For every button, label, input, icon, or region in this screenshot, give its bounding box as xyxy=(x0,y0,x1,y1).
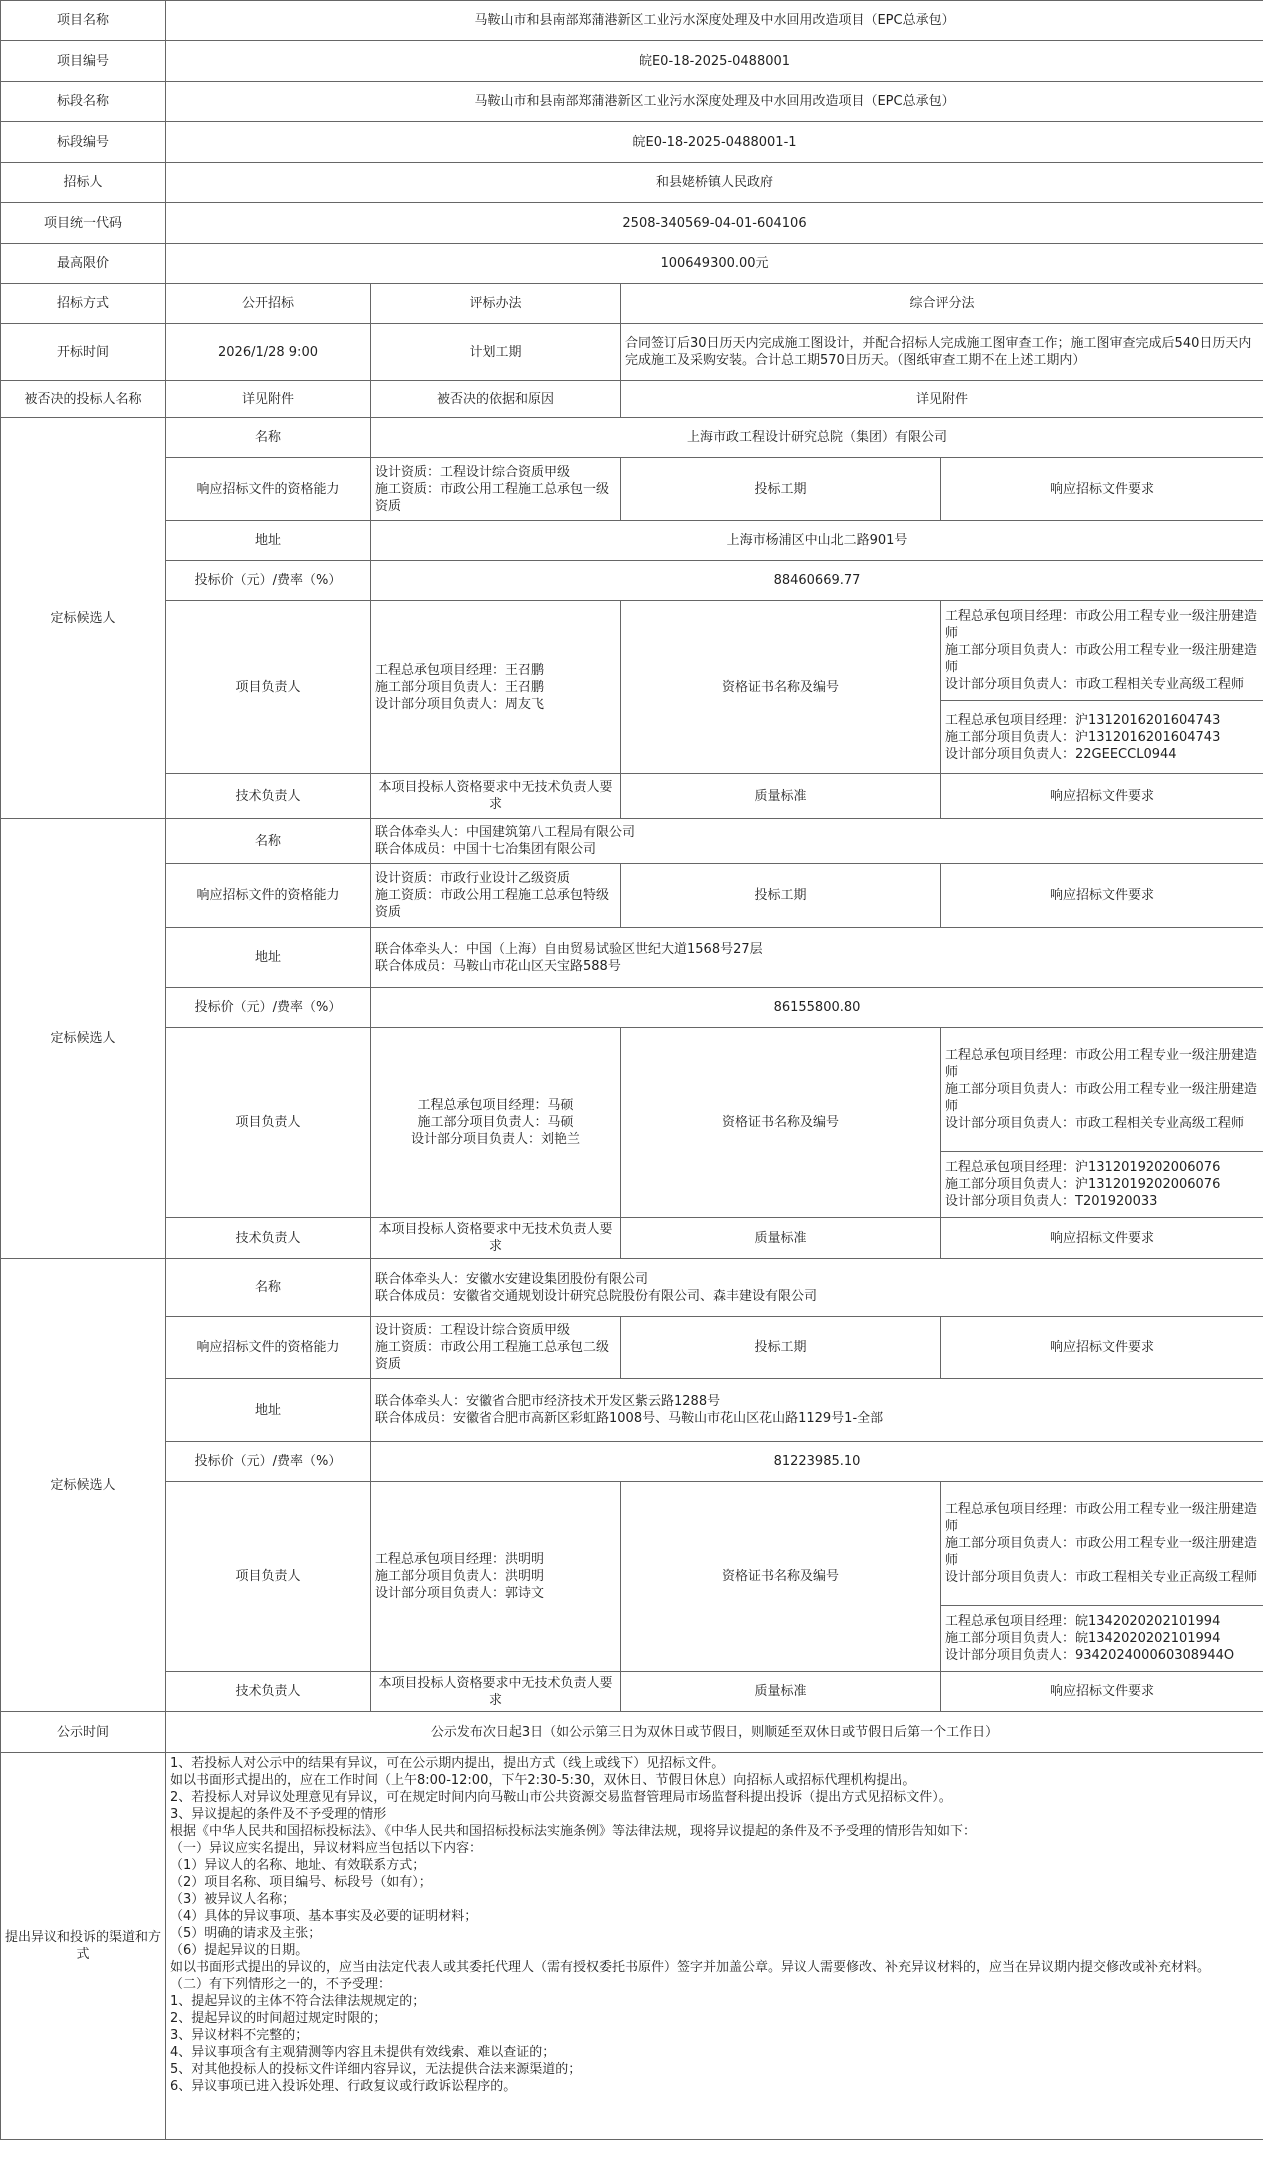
eval-label: 评标办法 xyxy=(371,284,621,324)
candidate-1-address: 上海市杨浦区中山北二路901号 xyxy=(371,521,1263,561)
cert-label: 资格证书名称及编号 xyxy=(621,601,941,774)
candidate-3-name: 联合体牵头人：安徽水安建设集团股份有限公司 联合体成员：安徽省交通规划设计研究总院股份有限公司、森丰建设有限公司 xyxy=(371,1259,1263,1317)
candidate-3-tech: 本项目投标人资格要求中无技术负责人要求 xyxy=(371,1672,621,1712)
tech-label: 技术负责人 xyxy=(166,774,371,819)
candidate-2-managers: 工程总承包项目经理：马硕 施工部分项目负责人：马硕 设计部分项目负责人：刘艳兰 xyxy=(371,1028,621,1218)
section-name-label: 标段名称 xyxy=(1,82,166,122)
address-label: 地址 xyxy=(166,521,371,561)
rejected: 详见附件 xyxy=(166,381,371,418)
candidate-3-price-row xyxy=(1,1442,1263,1482)
tech-label: 技术负责人 xyxy=(166,1672,371,1712)
candidate-1-name-row xyxy=(1,418,1263,458)
row-rejected xyxy=(1,381,1263,418)
candidate-1-qualification-row xyxy=(1,458,1263,521)
section-name: 马鞍山市和县南部郑蒲港新区工业污水深度处理及中水回用改造项目（EPC总承包） xyxy=(166,82,1263,122)
candidate-2-cert-numbers: 工程总承包项目经理：沪1312019202006076 施工部分项目负责人：沪1312019202006076 设计部分项目负责人：T201920033 xyxy=(941,1152,1263,1218)
cert-label: 资格证书名称及编号 xyxy=(621,1028,941,1218)
tech-label: 技术负责人 xyxy=(166,1218,371,1259)
bid-period-label: 投标工期 xyxy=(621,458,941,521)
candidate-2-label: 定标候选人 xyxy=(1,819,166,1259)
unified-code: 2508-340569-04-01-604106 xyxy=(166,203,1263,244)
candidate-3-address: 联合体牵头人：安徽省合肥市经济技术开发区紫云路1288号 联合体成员：安徽省合肥市高新区彩虹路1008号、马鞍山市花山区花山路1129号1-全部 xyxy=(371,1379,1263,1442)
section-code: 皖E0-18-2025-0488001-1 xyxy=(166,122,1263,163)
row-section-code xyxy=(1,122,1263,163)
quality-label: 质量标准 xyxy=(621,774,941,819)
row-notice-time xyxy=(1,1712,1263,1753)
row-project-code xyxy=(1,41,1263,82)
quality-response: 响应招标文件要求 xyxy=(941,774,1263,819)
quality-label: 质量标准 xyxy=(621,1672,941,1712)
candidate-3-label: 定标候选人 xyxy=(1,1259,166,1712)
candidate-2-name: 联合体牵头人：中国建筑第八工程局有限公司 联合体成员：中国十七冶集团有限公司 xyxy=(371,819,1263,864)
tenderer: 和县姥桥镇人民政府 xyxy=(166,163,1263,203)
row-method xyxy=(1,284,1263,324)
max-price: 100649300.00元 xyxy=(166,244,1263,284)
candidate-2-cert-names: 工程总承包项目经理：市政公用工程专业一级注册建造师 施工部分项目负责人：市政公用工程专业一级注册建造师 设计部分项目负责人：市政工程相关专业高级工程师 xyxy=(941,1028,1263,1152)
period: 合同签订后30日历天内完成施工图设计，并配合招标人完成施工图审查工作；施工图审查完成后540日历天内完成施工及采购安装。合计总工期570日历天。（图纸审查工期不在上述工期内） xyxy=(621,324,1263,381)
candidate-1-cert-numbers: 工程总承包项目经理：沪1312016201604743 施工部分项目负责人：沪1312016201604743 设计部分项目负责人：22GEECCL0944 xyxy=(941,701,1263,774)
bid-price-label: 投标价（元）/费率（%） xyxy=(166,561,371,601)
row-unified-code xyxy=(1,203,1263,244)
candidate-3-qualification-row xyxy=(1,1317,1263,1379)
channel-text: 1、若投标人对公示中的结果有异议，可在公示期内提出，提出方式（线上或线下）见招标文件。 如以书面形式提出的，应在工作时间（上午8:00-12:00，下午2:30-5:30，双休日、节假日休息）向招标人或招标代理机构提出。 2、若投标人对异议处理意见有异议，可在规定时间内向马鞍山市公共资源交易监督管理局市场监督科提出投诉（提出方式见招标文件）。 3、异议提起的条件及不予受理的情形 根据《中华人民共和国招标投标法》、《中华人民共和国招标投标法实施条例》等法律法规，现将异议提起的条件及不予受理的情形告知如下： （一）异议应实名提出，异议材料应当包括以下内容： （1）异议人的名称、地址、有效联系方式； （2）项目名称、项目编号、标段号（如有）； （3）被异议人名称； （4）具体的异议事项、基本事实及必要的证明材料； （5）明确的请求及主张； （6）提起异议的日期。 如以书面形式提出的异议的，应当由法定代表人或其委托代理人（需有授权委托书原件）签字并加盖公章。异议人需要修改、补充异议材料的，应当在异议期内提交修改或补充材料。 （二）有下列情形之一的，不予受理： 1、提起异议的主体不符合法律法规规定的； 2、提起异议的时间超过规定时限的； 3、异议材料不完整的； 4、异议事项含有主观猜测等内容且未提供有效线索、难以查证的； 5、对其他投标人的投标文件详细内容异议，无法提供合法来源渠道的； 6、异议事项已进入投诉处理、行政复议或行政诉讼程序的。 xyxy=(166,1753,1263,2140)
quality-label: 质量标准 xyxy=(621,1218,941,1259)
candidate-2-price-row xyxy=(1,988,1263,1028)
candidate-2-name-row xyxy=(1,819,1263,864)
eval: 综合评分法 xyxy=(621,284,1263,324)
candidate-1-address-row xyxy=(1,521,1263,561)
response: 响应招标文件要求 xyxy=(941,864,1263,928)
candidate-1-qualification: 设计资质：工程设计综合资质甲级 施工资质：市政公用工程施工总承包一级资质 xyxy=(371,458,621,521)
qualification-label: 响应招标文件的资格能力 xyxy=(166,458,371,521)
bid-period-label: 投标工期 xyxy=(621,864,941,928)
manager-label: 项目负责人 xyxy=(166,1482,371,1672)
row-section-name xyxy=(1,82,1263,122)
max-price-label: 最高限价 xyxy=(1,244,166,284)
candidate-1-tech: 本项目投标人资格要求中无技术负责人要求 xyxy=(371,774,621,819)
candidate-2-address: 联合体牵头人：中国（上海）自由贸易试验区世纪大道1568号27层 联合体成员：马鞍山市花山区天宝路588号 xyxy=(371,928,1263,988)
candidate-1-manager-row xyxy=(1,601,1263,701)
candidate-3-cert-names: 工程总承包项目经理：市政公用工程专业一级注册建造师 施工部分项目负责人：市政公用工程专业一级注册建造师 设计部分项目负责人：市政工程相关专业正高级工程师 xyxy=(941,1482,1263,1606)
candidate-3-manager-row xyxy=(1,1482,1263,1606)
method-label: 招标方式 xyxy=(1,284,166,324)
bid-price-label: 投标价（元）/费率（%） xyxy=(166,988,371,1028)
method: 公开招标 xyxy=(166,284,371,324)
candidate-2-qualification-row xyxy=(1,864,1263,928)
response: 响应招标文件要求 xyxy=(941,1317,1263,1379)
name-label: 名称 xyxy=(166,819,371,864)
candidate-1-price-row xyxy=(1,561,1263,601)
candidate-2-tech-row xyxy=(1,1218,1263,1259)
candidate-1-price: 88460669.77 xyxy=(371,561,1263,601)
candidate-1-cert-names: 工程总承包项目经理：市政公用工程专业一级注册建造师 施工部分项目负责人：市政公用工程专业一级注册建造师 设计部分项目负责人：市政工程相关专业高级工程师 xyxy=(941,601,1263,701)
manager-label: 项目负责人 xyxy=(166,1028,371,1218)
candidate-3-qualification: 设计资质：工程设计综合资质甲级 施工资质：市政公用工程施工总承包二级资质 xyxy=(371,1317,621,1379)
channel-label: 提出异议和投诉的渠道和方式 xyxy=(1,1753,166,2140)
candidate-3-address-row xyxy=(1,1379,1263,1442)
qualification-label: 响应招标文件的资格能力 xyxy=(166,864,371,928)
project-name-label: 项目名称 xyxy=(1,1,166,41)
cert-label: 资格证书名称及编号 xyxy=(621,1482,941,1672)
candidate-1-managers: 工程总承包项目经理：王召鹏 施工部分项目负责人：王召鹏 设计部分项目负责人：周友飞 xyxy=(371,601,621,774)
address-label: 地址 xyxy=(166,1379,371,1442)
row-channel xyxy=(1,1753,1263,2140)
candidate-2-qualification: 设计资质：市政行业设计乙级资质 施工资质：市政公用工程施工总承包特级资质 xyxy=(371,864,621,928)
candidate-1-label: 定标候选人 xyxy=(1,418,166,819)
bid-period-label: 投标工期 xyxy=(621,1317,941,1379)
candidate-3-tech-row xyxy=(1,1672,1263,1712)
reject-reason: 详见附件 xyxy=(621,381,1263,418)
row-max-price xyxy=(1,244,1263,284)
candidate-3-managers: 工程总承包项目经理：洪明明 施工部分项目负责人：洪明明 设计部分项目负责人：郭诗文 xyxy=(371,1482,621,1672)
name-label: 名称 xyxy=(166,418,371,458)
response: 响应招标文件要求 xyxy=(941,458,1263,521)
unified-code-label: 项目统一代码 xyxy=(1,203,166,244)
candidate-1-name: 上海市政工程设计研究总院（集团）有限公司 xyxy=(371,418,1263,458)
rejected-label: 被否决的投标人名称 xyxy=(1,381,166,418)
row-project-name xyxy=(1,1,1263,41)
candidate-2-manager-row xyxy=(1,1028,1263,1152)
quality-response: 响应招标文件要求 xyxy=(941,1218,1263,1259)
row-tenderer xyxy=(1,163,1263,203)
candidate-2-price: 86155800.80 xyxy=(371,988,1263,1028)
open-time: 2026/1/28 9:00 xyxy=(166,324,371,381)
candidate-3-price: 81223985.10 xyxy=(371,1442,1263,1482)
reject-reason-label: 被否决的依据和原因 xyxy=(371,381,621,418)
name-label: 名称 xyxy=(166,1259,371,1317)
candidate-2-tech: 本项目投标人资格要求中无技术负责人要求 xyxy=(371,1218,621,1259)
candidate-2-address-row xyxy=(1,928,1263,988)
candidate-1-tech-row xyxy=(1,774,1263,819)
project-code: 皖E0-18-2025-0488001 xyxy=(166,41,1263,82)
address-label: 地址 xyxy=(166,928,371,988)
open-time-label: 开标时间 xyxy=(1,324,166,381)
qualification-label: 响应招标文件的资格能力 xyxy=(166,1317,371,1379)
section-code-label: 标段编号 xyxy=(1,122,166,163)
bid-price-label: 投标价（元）/费率（%） xyxy=(166,1442,371,1482)
manager-label: 项目负责人 xyxy=(166,601,371,774)
project-code-label: 项目编号 xyxy=(1,41,166,82)
candidate-3-cert-numbers: 工程总承包项目经理：皖1342020202101994 施工部分项目负责人：皖1342020202101994 设计部分项目负责人：934202400060308944O xyxy=(941,1606,1263,1672)
project-name: 马鞍山市和县南部郑蒲港新区工业污水深度处理及中水回用改造项目（EPC总承包） xyxy=(166,1,1263,41)
tenderer-label: 招标人 xyxy=(1,163,166,203)
row-open-time xyxy=(1,324,1263,381)
candidate-3-name-row xyxy=(1,1259,1263,1317)
notice-time-label: 公示时间 xyxy=(1,1712,166,1753)
quality-response: 响应招标文件要求 xyxy=(941,1672,1263,1712)
notice-time: 公示发布次日起3日（如公示第三日为双休日或节假日，则顺延至双休日或节假日后第一个工作日） xyxy=(166,1712,1263,1753)
period-label: 计划工期 xyxy=(371,324,621,381)
